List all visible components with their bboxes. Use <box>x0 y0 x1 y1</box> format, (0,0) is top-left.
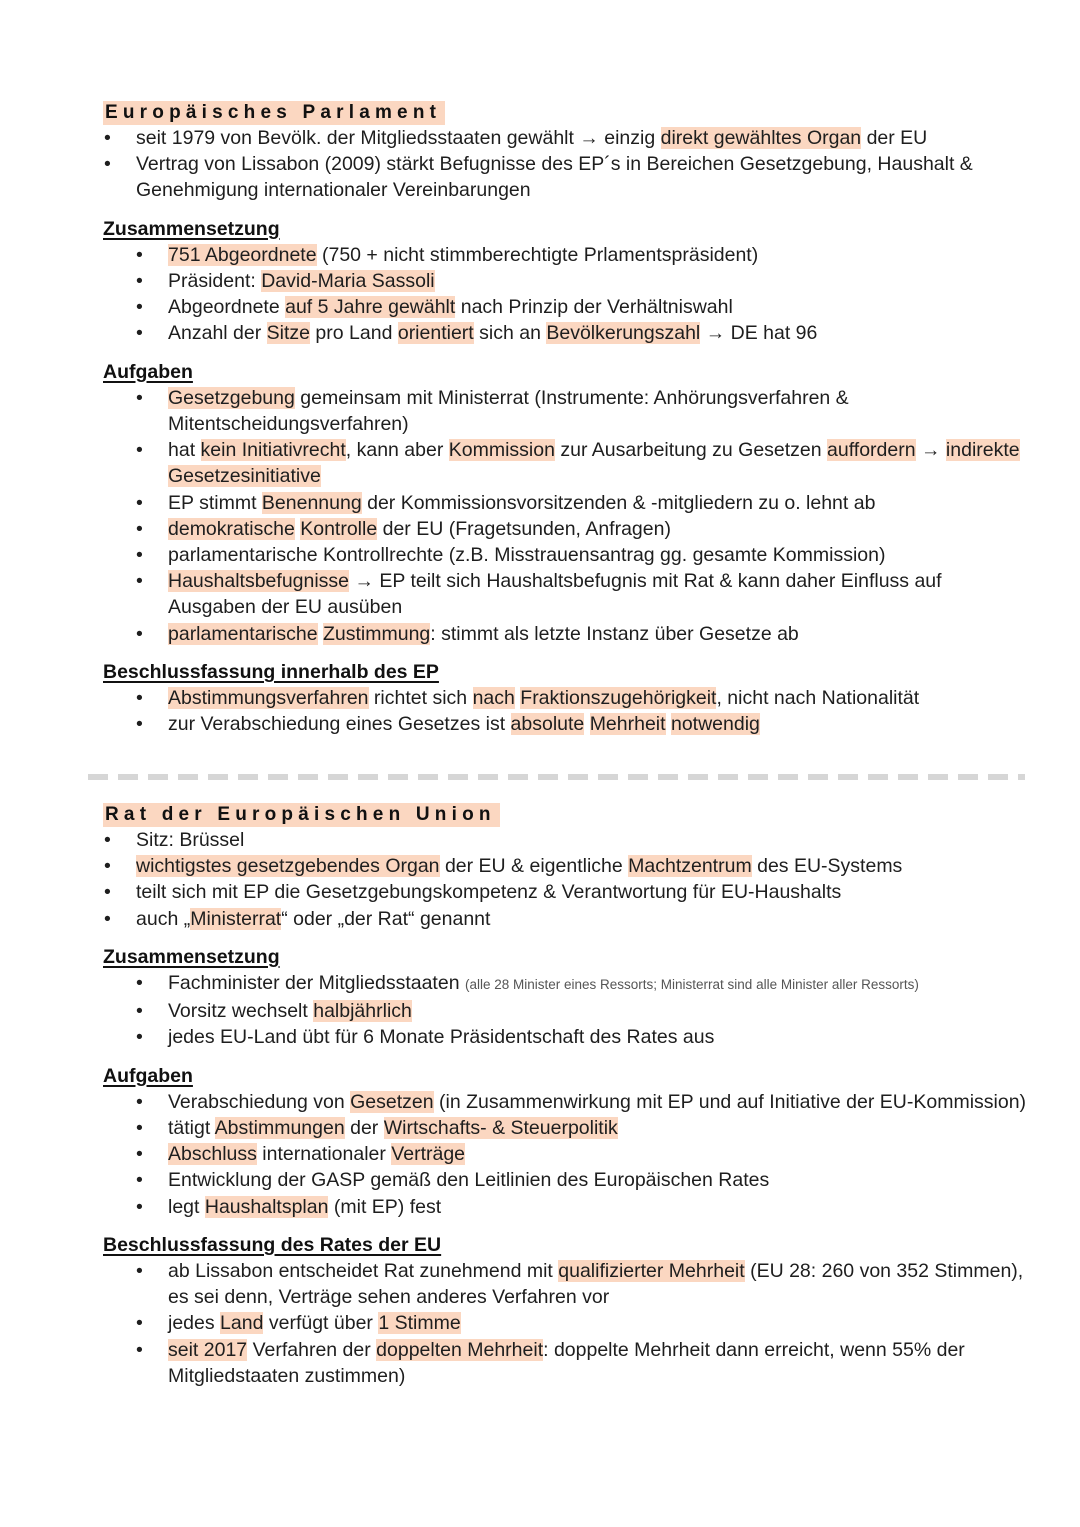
highlighted-term: indirekte Gesetzesinitiative <box>168 439 1020 488</box>
text-run: (750 + nicht stimmberechtigte Prlamentspräsident) <box>316 243 759 266</box>
highlighted-term: Verträge <box>391 1143 466 1166</box>
intro-item <box>103 125 1033 151</box>
text-run: gemeinsam mit Ministerrat (Instrumente: Anhörungsverfahren & Mitentscheidungsverfahren) <box>168 386 849 436</box>
text-run: auch „ <box>136 907 191 930</box>
text-run: EP stimmt <box>168 491 262 514</box>
text-run: der EU (Fragetsunden, Anfragen) <box>377 517 671 540</box>
highlighted-term: Fraktionszugehörigkeit <box>520 687 717 710</box>
bullet-item <box>103 970 1033 998</box>
text-run: parlamentarische Kontrollrechte (z.B. Misstrauensantrag gg. gesamte Kommission) <box>168 544 886 567</box>
section-divider <box>88 774 1025 780</box>
bullet-item <box>103 516 1033 542</box>
text-run <box>584 713 589 735</box>
bullet-item <box>103 568 1033 620</box>
highlighted-term: nach <box>472 687 515 710</box>
highlighted-term: Abschluss <box>168 1143 257 1166</box>
intro-item <box>103 853 1033 879</box>
bullet-item <box>103 242 1033 268</box>
text-run: Präsident: <box>168 270 262 293</box>
text-run: (in Zusammenwirkung mit EP und auf Initiative der EU-Kommission) <box>433 1090 1027 1113</box>
bullet-item <box>103 294 1033 320</box>
section-title: Europäisches Parlament <box>103 101 445 125</box>
bullet-item-list <box>103 242 1033 347</box>
text-run: , nicht nach Nationalität <box>716 687 920 710</box>
bullet-item <box>103 1089 1033 1115</box>
highlighted-term: David-Maria Sassoli <box>261 270 435 293</box>
highlighted-term: Kommission <box>448 439 555 462</box>
text-run: verfügt über <box>263 1312 379 1335</box>
text-run: Abgeordnete <box>168 296 286 319</box>
text-run: zur Verabschiedung eines Gesetzes ist <box>168 713 511 736</box>
bullet-item <box>103 1337 1033 1389</box>
highlighted-term: seit 2017 <box>168 1338 248 1361</box>
highlighted-term: absolute <box>510 713 585 736</box>
highlighted-term: Sitze <box>266 322 311 345</box>
bullet-item <box>103 1115 1033 1141</box>
text-run: : stimmt als letzte Instanz über Gesetze ab <box>430 622 799 645</box>
subheading-beschlussfassung-innerhalb-des-ep: Beschlussfassung innerhalb des EP <box>103 660 439 683</box>
text-run: → EP teilt sich Haushaltsbefugnis mit Rat & kann daher Einfluss auf Ausgaben der EU ausüben <box>168 570 942 619</box>
text-run: “ oder „der Rat“ genannt <box>281 907 491 930</box>
bullet-item <box>103 685 1033 711</box>
bullet-item-list <box>103 685 1033 737</box>
subheading-beschlussfassung-des-rates-der-eu: Beschlussfassung des Rates der EU <box>103 1233 442 1256</box>
text-run: tätigt <box>168 1117 215 1140</box>
highlighted-term: halbjährlich <box>313 1000 412 1023</box>
highlighted-term: auf 5 Jahre gewählt <box>285 296 456 319</box>
highlighted-term: demokratische <box>168 517 295 540</box>
highlighted-term: Abstimmungsverfahren <box>168 687 369 710</box>
highlighted-term: parlamentarische <box>168 622 318 645</box>
text-run: legt <box>168 1195 205 1218</box>
bullet-item <box>103 320 1033 346</box>
highlighted-term: Gesetzgebung <box>168 386 295 409</box>
text-run: sich an <box>473 322 547 345</box>
text-run: jedes <box>168 1312 221 1335</box>
subheading-aufgaben: Aufgaben <box>103 1064 193 1087</box>
text-run: zur Ausarbeitung zu Gesetzen <box>554 439 828 462</box>
bullet-item <box>103 998 1033 1024</box>
highlighted-term: wichtigstes gesetzgebendes Organ <box>136 855 440 878</box>
subheading-aufgaben: Aufgaben <box>103 360 193 383</box>
highlighted-term: Zustimmung <box>323 622 431 645</box>
highlighted-term: Ministerrat <box>190 907 282 930</box>
text-run: der Kommissionsvorsitzenden & -mitgliedern zu o. lehnt ab <box>361 491 876 514</box>
bullet-item-list <box>103 1089 1033 1220</box>
bullet-item <box>103 542 1033 568</box>
text-run: hat <box>168 439 201 462</box>
small-note: (alle 28 Minister eines Ressorts; Ministerrat sind alle Minister aller Ressorts) <box>464 977 919 993</box>
bullet-item <box>103 1141 1033 1167</box>
highlighted-term: Abstimmungen <box>214 1117 345 1140</box>
highlighted-term: Haushaltsplan <box>204 1195 329 1218</box>
bullet-item <box>103 437 1033 489</box>
highlighted-term: direkt gewähltes Organ <box>660 127 862 149</box>
text-run: der EU <box>861 127 928 149</box>
highlighted-term: Wirtschafts- & Steuerpolitik <box>383 1117 618 1140</box>
bullet-item <box>103 490 1033 516</box>
text-run: Entwicklung der GASP gemäß den Leitlinien des Europäischen Rates <box>168 1169 770 1192</box>
highlighted-term: Machtzentrum <box>628 855 752 878</box>
text-run: (mit EP) fest <box>328 1195 442 1218</box>
bullet-item <box>103 1258 1033 1310</box>
highlighted-term: Benennung <box>261 491 362 514</box>
bullet-item <box>103 1024 1033 1050</box>
highlighted-term: Bevölkerungszahl <box>546 322 701 345</box>
intro-item-list <box>103 827 1033 932</box>
text-run: jedes EU-Land übt für 6 Monate Präsidentschaft des Rates aus <box>168 1026 715 1049</box>
text-run: Sitz: Brüssel <box>136 829 245 851</box>
subheading-zusammensetzung: Zusammensetzung <box>103 945 280 968</box>
text-run: der <box>344 1117 384 1140</box>
intro-item <box>103 151 1033 203</box>
subheading-zusammensetzung: Zusammensetzung <box>103 217 280 240</box>
bullet-item <box>103 268 1033 294</box>
highlighted-term: kein Initiativrecht <box>200 439 346 462</box>
section-title: Rat der Europäischen Union <box>103 803 500 827</box>
section-rat-der-eu <box>103 803 1033 1389</box>
text-run: : doppelte Mehrheit dann erreicht, wenn 55% der Mitgliedstaaten zustimmen) <box>168 1338 965 1387</box>
highlighted-term: Gesetzen <box>350 1090 434 1113</box>
intro-item <box>103 906 1033 932</box>
text-run: seit 1979 von Bevölk. der Mitgliedsstaaten gewählt → einzig <box>136 127 661 149</box>
bullet-item-list <box>103 385 1033 647</box>
bullet-item-list <box>103 970 1033 1051</box>
text-run: Verabschiedung von <box>168 1090 351 1113</box>
highlighted-term: auffordern <box>827 439 916 462</box>
text-run: → <box>915 439 946 462</box>
highlighted-term: Kontrolle <box>300 517 378 540</box>
highlighted-term: Haushaltsbefugnisse <box>168 570 350 593</box>
text-run: der EU & eigentliche <box>439 855 629 878</box>
bullet-item-list <box>103 1258 1033 1389</box>
bullet-item <box>103 1310 1033 1336</box>
bullet-item <box>103 1194 1033 1220</box>
text-run: teilt sich mit EP die Gesetzgebungskompetenz & Verantwortung für EU-Haushalts <box>136 881 842 904</box>
bullet-item <box>103 711 1033 737</box>
text-run: Fachminister der Mitgliedsstaaten <box>168 972 465 995</box>
text-run: Verfahren der <box>247 1338 377 1361</box>
highlighted-term: doppelten Mehrheit <box>376 1338 544 1361</box>
highlighted-term: Land <box>220 1312 264 1335</box>
section-europaeisches-parlament <box>103 101 1033 737</box>
text-run: Vorsitz wechselt <box>168 1000 314 1023</box>
text-run: des EU-Systems <box>751 855 903 878</box>
text-run: richtet sich <box>368 687 473 710</box>
highlighted-term: orientiert <box>397 322 474 345</box>
text-run: ab Lissabon entscheidet Rat zunehmend mit <box>168 1260 559 1283</box>
highlighted-term: Mehrheit <box>589 713 666 736</box>
intro-item <box>103 827 1033 853</box>
bullet-item <box>103 621 1033 647</box>
text-run: (EU 28: 260 von 352 Stimmen), es sei denn, Verträge sehen anderes Verfahren vor <box>168 1260 1024 1309</box>
bullet-item <box>103 385 1033 437</box>
text-run: Vertrag von Lissabon (2009) stärkt Befugnisse des EP´s in Bereichen Gesetzgebung, Haushalt & Genehmigung internationaler Vereinbarungen <box>136 153 973 202</box>
bullet-item <box>103 1167 1033 1193</box>
text-run: Anzahl der <box>168 322 267 345</box>
text-run: nach Prinzip der Verhältniswahl <box>455 296 733 319</box>
text-run: , kann aber <box>345 439 449 462</box>
intro-item-list <box>103 125 1033 204</box>
text-run: internationaler <box>256 1143 392 1166</box>
text-run: → DE hat 96 <box>700 322 818 345</box>
text-run: pro Land <box>310 322 398 345</box>
highlighted-term: 751 Abgeordnete <box>168 243 317 266</box>
highlighted-term: qualifizierter Mehrheit <box>558 1260 745 1283</box>
intro-item <box>103 879 1033 905</box>
highlighted-term: notwendig <box>670 713 760 736</box>
highlighted-term: 1 Stimme <box>378 1312 461 1335</box>
